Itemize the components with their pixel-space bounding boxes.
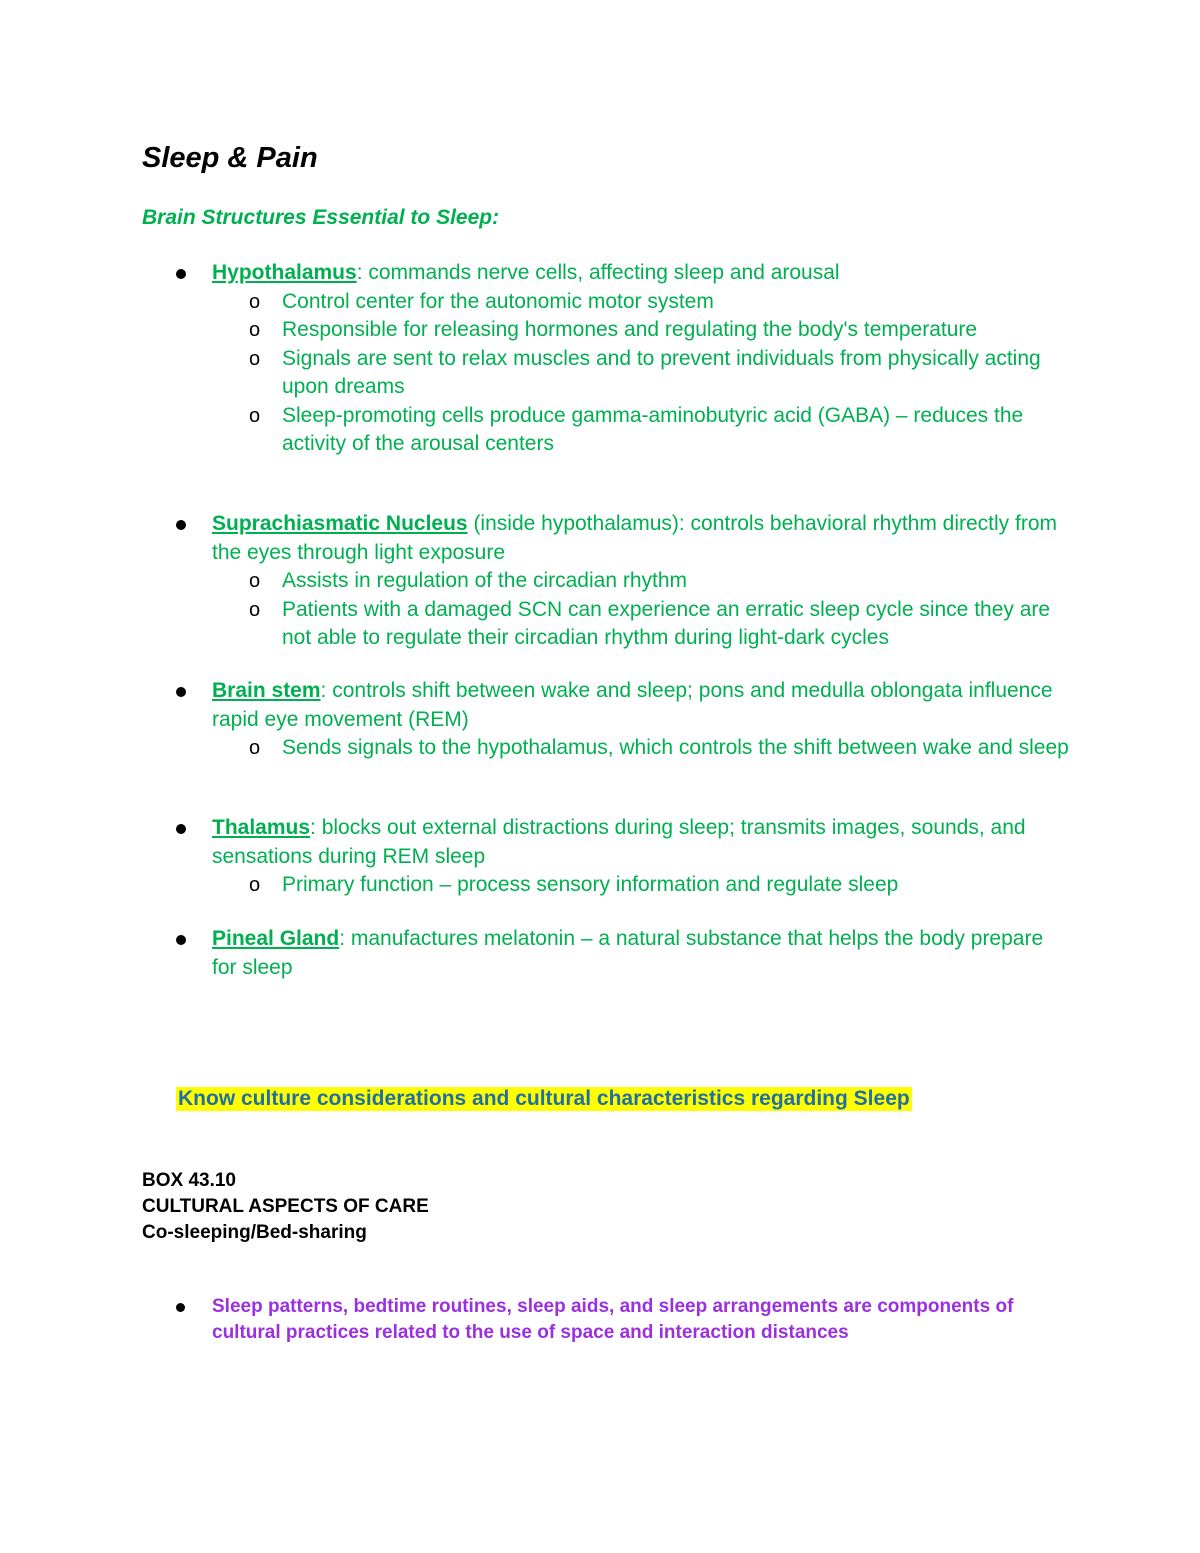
- bullet-item: [172, 925, 1072, 982]
- circle-bullet-icon: o: [249, 347, 261, 370]
- circle-bullet-icon: o: [249, 319, 261, 341]
- sub-item-text: Sleep-promoting cells produce gamma-aminobutyric acid (GABA) – reduces the activity of the arousal centers: [282, 403, 1024, 455]
- sub-item: [172, 316, 1072, 345]
- circle-bullet-icon: o: [249, 737, 261, 759]
- term-description: : controls shift between wake and sleep; pons and medulla oblongata influence rapid eye movement (REM): [212, 679, 1053, 731]
- bullet-dot-icon: [176, 824, 186, 834]
- bullet-thalamus: [172, 814, 1072, 900]
- term-description: : blocks out external distractions during sleep; transmits images, sounds, and sensations during REM sleep: [212, 816, 1026, 868]
- sub-item: [172, 871, 1072, 900]
- bullet-dot-icon: [176, 687, 186, 697]
- sub-item-text: Primary function – process sensory information and regulate sleep: [282, 873, 899, 896]
- sub-item-text: Responsible for releasing hormones and regulating the body's temperature: [282, 318, 978, 341]
- circle-bullet-icon: o: [249, 290, 261, 313]
- circle-bullet-icon: o: [249, 570, 261, 592]
- cultural-bullet: [172, 1294, 1032, 1346]
- bullet-item: [172, 1294, 1032, 1346]
- bullet-dot-icon: [176, 269, 186, 279]
- box-header: [142, 1168, 429, 1246]
- term-label: Suprachiasmatic Nucleus: [212, 512, 468, 535]
- sub-item-text: Control center for the autonomic motor system: [282, 289, 714, 313]
- term-label: Pineal Gland: [212, 927, 340, 950]
- term-label: Hypothalamus: [212, 261, 357, 284]
- bullet-pineal-gland: [172, 925, 1072, 982]
- page-title: Sleep & Pain: [142, 142, 318, 174]
- bullet-dot-icon: [176, 520, 186, 530]
- term-description: : commands nerve cells, affecting sleep and arousal: [356, 261, 840, 284]
- sub-item: [172, 596, 1072, 653]
- sub-item-text: Patients with a damaged SCN can experience an erratic sleep cycle since they are not able to regulate their circadian rhythm during light-dark cycles: [282, 597, 1051, 649]
- sub-item: [172, 402, 1072, 459]
- term-description: (inside hypothalamus): controls behavioral rhythm directly from the eyes through light exposure: [212, 512, 1058, 564]
- bullet-item: [172, 259, 1072, 288]
- bullet-dot-icon: [176, 935, 186, 945]
- section-subtitle: Brain Structures Essential to Sleep:: [142, 206, 500, 229]
- highlighted-note: Know culture considerations and cultural characteristics regarding Sleep: [178, 1087, 910, 1110]
- bullet-hypothalamus: [172, 259, 1072, 459]
- sub-item: [172, 345, 1072, 402]
- circle-bullet-icon: o: [249, 874, 261, 896]
- box-heading: CULTURAL ASPECTS OF CARE: [142, 1196, 429, 1217]
- box-number: BOX 43.10: [142, 1170, 236, 1191]
- bullet-item: [172, 510, 1072, 567]
- term-description: : manufactures melatonin – a natural substance that helps the body prepare for sleep: [212, 927, 1044, 979]
- cultural-bullet-text: Sleep patterns, bedtime routines, sleep aids, and sleep arrangements are components of cultural practices related to the use of space and interaction distances: [212, 1296, 1014, 1343]
- term-label: Brain stem: [212, 679, 321, 702]
- bullet-dot-icon: [176, 1303, 185, 1312]
- sub-item: [172, 567, 1072, 596]
- box-topic: Co-sleeping/Bed-sharing: [142, 1222, 367, 1243]
- sub-item: [172, 734, 1072, 763]
- circle-bullet-icon: o: [249, 404, 261, 427]
- bullet-item: [172, 677, 1072, 734]
- circle-bullet-icon: o: [249, 598, 261, 621]
- bullet-brain-stem: [172, 677, 1072, 763]
- bullet-item: [172, 814, 1072, 871]
- sub-item-text: Sends signals to the hypothalamus, which controls the shift between wake and sleep: [282, 736, 1069, 759]
- term-label: Thalamus: [212, 816, 311, 839]
- sub-item-text: Signals are sent to relax muscles and to prevent individuals from physically acting upon dreams: [282, 346, 1041, 398]
- sub-item-text: Assists in regulation of the circadian rhythm: [282, 569, 688, 592]
- sub-item: [172, 288, 1072, 317]
- bullet-suprachiasmatic-nucleus: [172, 510, 1072, 653]
